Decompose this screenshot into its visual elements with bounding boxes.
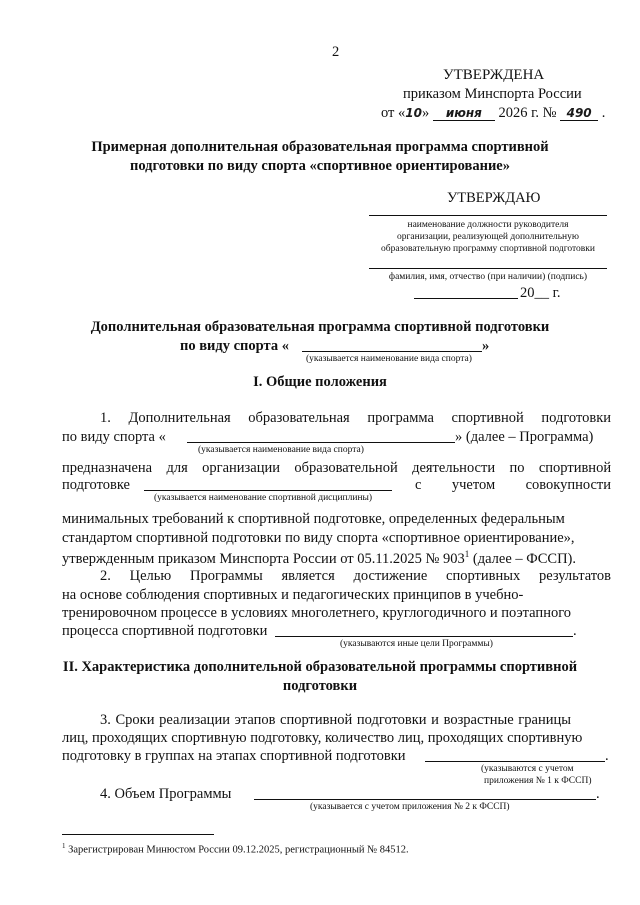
footnote [62, 842, 409, 856]
doc-title-block [0, 139, 640, 175]
name-caption: фамилия, имя, отчество (при наличии) (подпись) [388, 272, 588, 282]
section1-heading: I. Общие положения [253, 374, 387, 390]
approval-number: 490 [560, 106, 598, 121]
approval-date-prefix: от « [381, 105, 406, 121]
p1-sport-line [187, 442, 455, 443]
p1-line7-b: (далее – ФССП). [469, 550, 576, 567]
p4-volume-line [254, 799, 596, 800]
approval-year-num: 2026 г. № [498, 105, 557, 121]
footnote-separator [62, 834, 214, 835]
approval-month: июня [433, 106, 495, 121]
approval-date-line [381, 105, 605, 122]
p2-line3: тренировочном процессе в условиях многолетнего, круглогодичного и поэтапного [62, 605, 572, 621]
approval-title: УТВЕРЖДЕНА [443, 67, 545, 83]
position-caption-3: образовательную программу спортивной подготовки [380, 244, 595, 254]
p1-discipline-line [144, 490, 392, 491]
p1-line2-prefix: по виду спорта « [62, 429, 166, 445]
program-title-line1: Дополнительная образовательная программа спортивной подготовки [90, 319, 550, 335]
approval-day: 10 [405, 106, 422, 120]
footnote-text: Зарегистрирован Минюстом России 09.12.2025, регистрационный № 84512. [65, 844, 409, 856]
p1-line7 [62, 549, 576, 568]
footnote-ref: 1 [464, 549, 470, 559]
page-number: 2 [332, 44, 340, 60]
footnote-mark: 1 [62, 842, 66, 850]
approve-title: УТВЕРЖДАЮ [447, 190, 541, 206]
program-title-line2-suffix: » [482, 338, 490, 354]
p1-line6: стандартом спортивной подготовки по виду спорта «спортивное ориентирование», [62, 530, 575, 546]
p1-line4-prefix: подготовке [62, 477, 130, 493]
p2-line4-prefix: процесса спортивной подготовки [62, 623, 268, 639]
p2-caption: (указываются иные цели Программы) [340, 639, 493, 649]
p3-line2: лиц, проходящих спортивную подготовку, количество лиц, проходящих спортивную [62, 730, 583, 746]
p3-caption2: приложения № 1 к ФССП) [484, 776, 592, 786]
p2-goals-line [275, 636, 573, 637]
p3-terms-line [425, 761, 605, 762]
program-title-line2-prefix: по виду спорта « [180, 338, 289, 354]
approval-end: . [601, 105, 606, 121]
approval-day-close: » [421, 105, 430, 121]
p3-line3-end: . [605, 748, 609, 764]
p4-end: . [596, 786, 600, 802]
p3-line3-prefix: подготовку в группах на этапах спортивной подготовки [62, 748, 406, 764]
p1-line7-a: утвержденным приказом Минспорта России от 05.11.2025 № 903 [62, 550, 465, 567]
section2-heading-line2: подготовки [282, 678, 358, 694]
p3-line1: 3. Сроки реализации этапов спортивной подготовки и возрастные границы [100, 712, 571, 728]
p1-line2-suffix: » (далее – Программа) [455, 429, 594, 445]
position-caption [369, 219, 607, 255]
position-caption-1: наименование должности руководителя [407, 220, 569, 230]
position-caption-2: организации, реализующей дополнительную [397, 232, 579, 242]
p2-line1: 2. Целью Программы является достижение спортивных результатов [100, 568, 612, 584]
position-line [369, 215, 607, 216]
name-line [369, 268, 607, 269]
p3-caption1: (указываются с учетом [481, 764, 574, 774]
p2-line2: на основе соблюдения спортивных и педагогических принципов в учебно- [62, 587, 524, 603]
section2-heading-line1: II. Характеристика дополнительной образовательной программы спортивной [62, 659, 578, 675]
program-title-caption: (указывается наименование вида спорта) [306, 354, 472, 364]
p1-line5: минимальных требований к спортивной подготовке, определенных федеральным [62, 511, 565, 527]
approve-date: 20__ г. [520, 285, 561, 301]
doc-title-line1: Примерная дополнительная образовательная программа спортивной [91, 139, 549, 155]
p1-caption2: (указывается наименование спортивной дисциплины) [154, 493, 373, 503]
approval-by: приказом Минспорта России [403, 86, 582, 102]
date-line [414, 298, 518, 299]
p2-line4-end: . [573, 623, 577, 639]
p1-line4-words: с учетом совокупности [415, 477, 611, 493]
p4-prefix: 4. Объем Программы [100, 786, 232, 802]
p4-caption: (указывается с учетом приложения № 2 к ФССП) [310, 802, 510, 812]
p1-caption1: (указывается наименование вида спорта) [198, 445, 364, 455]
sport-name-line [302, 351, 482, 352]
p1-line3: предназначена для организации образовательной деятельности по спортивной [62, 460, 612, 476]
p1-line1: 1. Дополнительная образовательная программа спортивной подготовки [100, 410, 612, 426]
doc-title-line2: подготовки по виду спорта «спортивное ориентирование» [129, 158, 510, 174]
